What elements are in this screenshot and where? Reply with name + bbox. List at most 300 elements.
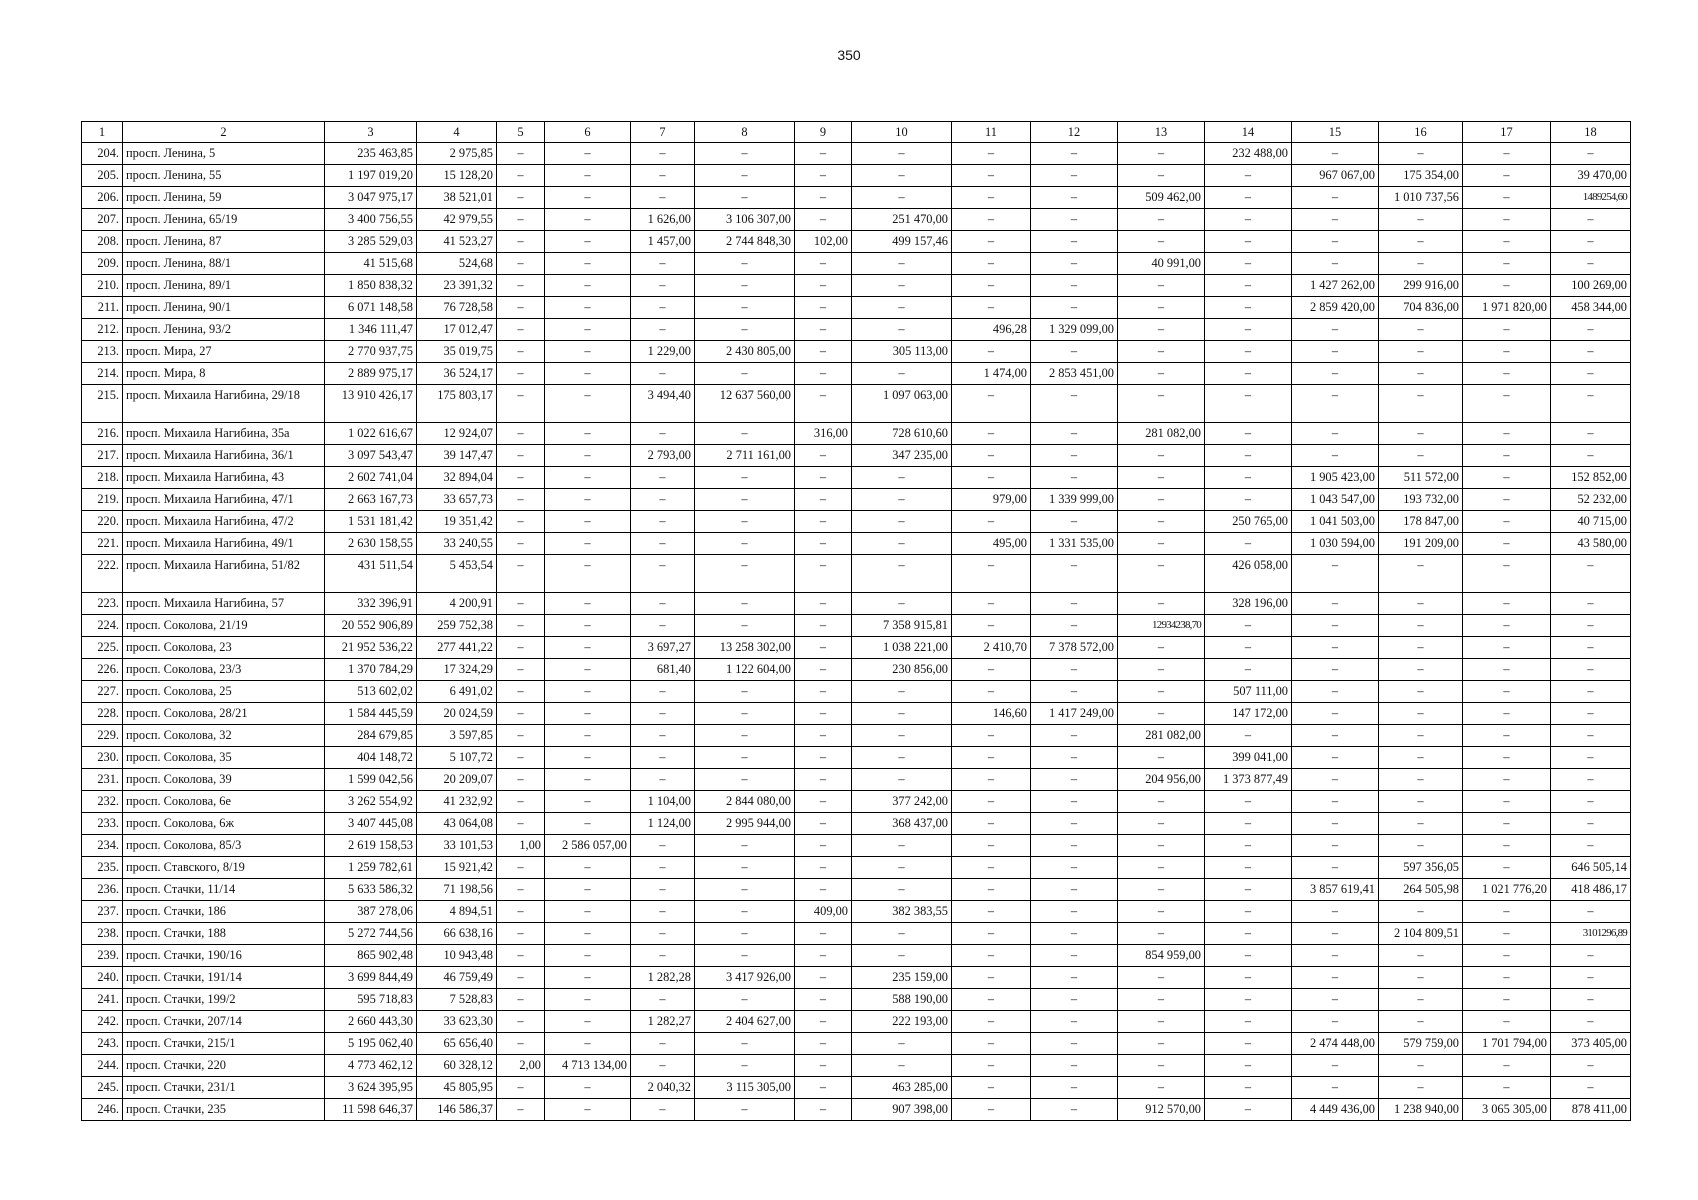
value-cell: –	[1205, 945, 1292, 967]
value-cell: 6 491,02	[417, 681, 497, 703]
column-header: 13	[1118, 122, 1205, 143]
value-cell: 499 157,46	[852, 231, 952, 253]
value-cell: 175 803,17	[417, 385, 497, 423]
value-cell: –	[497, 747, 545, 769]
value-cell: –	[1379, 703, 1463, 725]
value-cell: –	[1379, 791, 1463, 813]
address-cell: просп. Михаила Нагибина, 47/1	[123, 489, 325, 511]
value-cell: 1 329 099,00	[1031, 319, 1118, 341]
address-cell: просп. Соколова, 6ж	[123, 813, 325, 835]
value-cell: –	[1031, 593, 1118, 615]
value-cell: –	[497, 791, 545, 813]
value-cell: –	[1031, 385, 1118, 423]
table-row	[82, 593, 1631, 615]
value-cell: –	[1379, 555, 1463, 593]
value-cell: –	[631, 143, 695, 165]
row-number-cell: 216.	[82, 423, 123, 445]
value-cell: –	[1205, 637, 1292, 659]
table-row	[82, 703, 1631, 725]
value-cell: 76 728,58	[417, 297, 497, 319]
value-cell: –	[695, 1055, 795, 1077]
value-cell: –	[1463, 989, 1551, 1011]
value-cell: 20 209,07	[417, 769, 497, 791]
column-header: 4	[417, 122, 497, 143]
value-cell: –	[1205, 423, 1292, 445]
value-cell: –	[1205, 253, 1292, 275]
value-cell: –	[545, 423, 631, 445]
value-cell: 1 259 782,61	[325, 857, 417, 879]
value-cell: –	[1205, 615, 1292, 637]
value-cell: –	[795, 659, 852, 681]
value-cell: –	[1551, 209, 1631, 231]
value-cell: 2 744 848,30	[695, 231, 795, 253]
value-cell: –	[1463, 681, 1551, 703]
value-cell: –	[952, 445, 1031, 467]
value-cell: –	[1463, 533, 1551, 555]
address-cell: просп. Ленина, 88/1	[123, 253, 325, 275]
value-cell: –	[1551, 363, 1631, 385]
value-cell: 2 586 057,00	[545, 835, 631, 857]
value-cell: 299 916,00	[1379, 275, 1463, 297]
value-cell: –	[497, 187, 545, 209]
address-cell: просп. Мира, 8	[123, 363, 325, 385]
value-cell: –	[695, 615, 795, 637]
value-cell: –	[1031, 187, 1118, 209]
value-cell: 232 488,00	[1205, 143, 1292, 165]
value-cell: –	[1118, 489, 1205, 511]
address-cell: просп. Ленина, 87	[123, 231, 325, 253]
table-row	[82, 791, 1631, 813]
value-cell: –	[795, 835, 852, 857]
value-cell: –	[1379, 813, 1463, 835]
value-cell: –	[1379, 385, 1463, 423]
value-cell: –	[497, 659, 545, 681]
value-cell: 595 718,83	[325, 989, 417, 1011]
value-cell: –	[1463, 511, 1551, 533]
value-cell: –	[1205, 1099, 1292, 1121]
value-cell: –	[1463, 187, 1551, 209]
value-cell: –	[631, 489, 695, 511]
value-cell: 513 602,02	[325, 681, 417, 703]
value-cell: –	[545, 385, 631, 423]
table-row	[82, 813, 1631, 835]
value-cell: –	[852, 923, 952, 945]
value-cell: –	[631, 511, 695, 533]
value-cell: –	[497, 253, 545, 275]
value-cell: –	[952, 725, 1031, 747]
value-cell: –	[1292, 989, 1379, 1011]
value-cell: –	[1118, 1011, 1205, 1033]
value-cell: 41 232,92	[417, 791, 497, 813]
table-row	[82, 923, 1631, 945]
value-cell: –	[695, 923, 795, 945]
value-cell: –	[795, 681, 852, 703]
value-cell: 39 147,47	[417, 445, 497, 467]
value-cell: –	[631, 945, 695, 967]
value-cell: –	[631, 857, 695, 879]
address-cell: просп. Ленина, 90/1	[123, 297, 325, 319]
address-cell: просп. Ленина, 65/19	[123, 209, 325, 231]
value-cell: –	[631, 593, 695, 615]
address-cell: просп. Михаила Нагибина, 29/18	[123, 385, 325, 423]
value-cell: 2 410,70	[952, 637, 1031, 659]
value-cell: –	[1031, 659, 1118, 681]
table-row	[82, 165, 1631, 187]
value-cell: –	[852, 857, 952, 879]
value-cell: –	[1292, 901, 1379, 923]
value-cell: –	[1551, 231, 1631, 253]
value-cell: –	[852, 703, 952, 725]
table-row	[82, 467, 1631, 489]
value-cell: –	[497, 901, 545, 923]
value-cell: –	[1379, 341, 1463, 363]
value-cell: –	[1031, 769, 1118, 791]
value-cell: –	[545, 533, 631, 555]
value-cell: –	[1031, 467, 1118, 489]
table-row	[82, 747, 1631, 769]
value-cell: –	[545, 967, 631, 989]
value-cell: –	[952, 1011, 1031, 1033]
value-cell: –	[695, 681, 795, 703]
value-cell: 1 531 181,42	[325, 511, 417, 533]
value-cell: –	[545, 615, 631, 637]
value-cell: 2 975,85	[417, 143, 497, 165]
value-cell: –	[1551, 341, 1631, 363]
value-cell: –	[1292, 593, 1379, 615]
value-cell: –	[631, 901, 695, 923]
value-cell: –	[1463, 275, 1551, 297]
value-cell: –	[631, 297, 695, 319]
row-number-cell: 204.	[82, 143, 123, 165]
value-cell: –	[952, 923, 1031, 945]
value-cell: 12 637 560,00	[695, 385, 795, 423]
value-cell: 2 040,32	[631, 1077, 695, 1099]
value-cell: –	[952, 659, 1031, 681]
value-cell: –	[1379, 769, 1463, 791]
value-cell: –	[1463, 165, 1551, 187]
value-cell: –	[631, 533, 695, 555]
table-row	[82, 187, 1631, 209]
value-cell: –	[795, 637, 852, 659]
value-cell: 495,00	[952, 533, 1031, 555]
value-cell: 45 805,95	[417, 1077, 497, 1099]
table-row	[82, 1011, 1631, 1033]
value-cell: –	[1031, 989, 1118, 1011]
value-cell: –	[795, 1099, 852, 1121]
value-cell: –	[1379, 989, 1463, 1011]
value-cell: –	[1379, 681, 1463, 703]
row-number-cell: 206.	[82, 187, 123, 209]
value-cell: –	[497, 923, 545, 945]
address-cell: просп. Соколова, 28/21	[123, 703, 325, 725]
value-cell: –	[852, 275, 952, 297]
value-cell: –	[852, 1033, 952, 1055]
value-cell: –	[952, 747, 1031, 769]
value-cell: 387 278,06	[325, 901, 417, 923]
value-cell: –	[545, 813, 631, 835]
value-cell: –	[545, 703, 631, 725]
value-cell: –	[1205, 989, 1292, 1011]
value-cell: 39 470,00	[1551, 165, 1631, 187]
value-cell: –	[497, 1011, 545, 1033]
value-cell: 4 200,91	[417, 593, 497, 615]
table-row	[82, 363, 1631, 385]
value-cell: –	[1379, 1011, 1463, 1033]
value-cell: –	[1379, 253, 1463, 275]
value-cell: –	[1379, 835, 1463, 857]
value-cell: –	[852, 511, 952, 533]
value-cell: 332 396,91	[325, 593, 417, 615]
value-cell: 41 523,27	[417, 231, 497, 253]
value-cell: 20 024,59	[417, 703, 497, 725]
value-cell: –	[1292, 967, 1379, 989]
value-cell: –	[1463, 445, 1551, 467]
value-cell: 5 453,54	[417, 555, 497, 593]
value-cell: –	[1379, 1055, 1463, 1077]
value-cell: 3 417 926,00	[695, 967, 795, 989]
value-cell: –	[1118, 967, 1205, 989]
value-cell: 3 697,27	[631, 637, 695, 659]
value-cell: –	[1118, 209, 1205, 231]
value-cell: 60 328,12	[417, 1055, 497, 1077]
value-cell: 3 699 844,49	[325, 967, 417, 989]
value-cell: 3 597,85	[417, 725, 497, 747]
value-cell: –	[852, 681, 952, 703]
address-cell: просп. Ленина, 93/2	[123, 319, 325, 341]
value-cell: 33 623,30	[417, 1011, 497, 1033]
value-cell: –	[1379, 445, 1463, 467]
column-header: 15	[1292, 122, 1379, 143]
table-row	[82, 511, 1631, 533]
value-cell: 19 351,42	[417, 511, 497, 533]
value-cell: –	[631, 879, 695, 901]
value-cell: 3 097 543,47	[325, 445, 417, 467]
value-cell: –	[952, 1099, 1031, 1121]
value-cell: –	[497, 341, 545, 363]
value-cell: 235 463,85	[325, 143, 417, 165]
value-cell: –	[545, 659, 631, 681]
value-cell: –	[1463, 467, 1551, 489]
value-cell: –	[1205, 835, 1292, 857]
value-cell: –	[795, 1055, 852, 1077]
value-cell: 33 657,73	[417, 489, 497, 511]
value-cell: 21 952 536,22	[325, 637, 417, 659]
value-cell: 431 511,54	[325, 555, 417, 593]
value-cell: –	[952, 209, 1031, 231]
value-cell: 1 030 594,00	[1292, 533, 1379, 555]
address-cell: просп. Стачки, 207/14	[123, 1011, 325, 1033]
value-cell: 204 956,00	[1118, 769, 1205, 791]
value-cell: 1 339 999,00	[1031, 489, 1118, 511]
value-cell: –	[1463, 659, 1551, 681]
value-cell: 2 995 944,00	[695, 813, 795, 835]
value-cell: 2,00	[497, 1055, 545, 1077]
address-cell: просп. Ленина, 59	[123, 187, 325, 209]
value-cell: –	[952, 341, 1031, 363]
value-cell: –	[631, 165, 695, 187]
value-cell: –	[1463, 791, 1551, 813]
row-number-cell: 222.	[82, 555, 123, 593]
address-cell: просп. Михаила Нагибина, 57	[123, 593, 325, 615]
value-cell: –	[1551, 253, 1631, 275]
value-cell: –	[795, 533, 852, 555]
value-cell: 43 580,00	[1551, 533, 1631, 555]
value-cell: –	[497, 467, 545, 489]
value-cell: –	[1551, 385, 1631, 423]
value-cell: 1 373 877,49	[1205, 769, 1292, 791]
value-cell: –	[852, 747, 952, 769]
address-cell: просп. Стачки, 231/1	[123, 1077, 325, 1099]
value-cell: –	[695, 533, 795, 555]
value-cell: –	[1031, 791, 1118, 813]
value-cell: 3 065 305,00	[1463, 1099, 1551, 1121]
value-cell: –	[1292, 791, 1379, 813]
value-cell: –	[695, 1099, 795, 1121]
value-cell: –	[545, 253, 631, 275]
table-row	[82, 1055, 1631, 1077]
value-cell: 1 584 445,59	[325, 703, 417, 725]
value-cell: –	[1463, 615, 1551, 637]
column-header: 12	[1031, 122, 1118, 143]
value-cell: 646 505,14	[1551, 857, 1631, 879]
value-cell: 2 793,00	[631, 445, 695, 467]
value-cell: –	[952, 769, 1031, 791]
value-cell: –	[545, 445, 631, 467]
value-cell: 1 022 616,67	[325, 423, 417, 445]
value-cell: –	[1551, 445, 1631, 467]
value-cell: –	[1031, 879, 1118, 901]
value-cell: 1 041 503,00	[1292, 511, 1379, 533]
row-number-cell: 244.	[82, 1055, 123, 1077]
value-cell: –	[1551, 769, 1631, 791]
value-cell: –	[1379, 319, 1463, 341]
row-number-cell: 217.	[82, 445, 123, 467]
value-cell: –	[795, 253, 852, 275]
value-cell: –	[852, 593, 952, 615]
value-cell: –	[952, 187, 1031, 209]
value-cell: –	[1292, 1011, 1379, 1033]
value-cell: 1,00	[497, 835, 545, 857]
row-number-cell: 205.	[82, 165, 123, 187]
value-cell: –	[497, 725, 545, 747]
value-cell: 5 195 062,40	[325, 1033, 417, 1055]
value-cell: –	[1463, 703, 1551, 725]
value-cell: –	[1379, 725, 1463, 747]
value-cell: –	[952, 1033, 1031, 1055]
value-cell: –	[1205, 857, 1292, 879]
row-number-cell: 231.	[82, 769, 123, 791]
value-cell: –	[1205, 489, 1292, 511]
value-cell: –	[1118, 593, 1205, 615]
value-cell: –	[545, 879, 631, 901]
value-cell: –	[497, 209, 545, 231]
value-cell: –	[1031, 835, 1118, 857]
value-cell: –	[1205, 1055, 1292, 1077]
value-cell: –	[695, 857, 795, 879]
value-cell: –	[1379, 209, 1463, 231]
value-cell: –	[695, 747, 795, 769]
value-cell: –	[545, 165, 631, 187]
value-cell: –	[1463, 967, 1551, 989]
value-cell: –	[852, 187, 952, 209]
value-cell: 13 910 426,17	[325, 385, 417, 423]
value-cell: –	[1463, 813, 1551, 835]
value-cell: –	[695, 703, 795, 725]
column-header: 2	[123, 122, 325, 143]
value-cell: –	[497, 555, 545, 593]
value-cell: 42 979,55	[417, 209, 497, 231]
value-cell: –	[952, 945, 1031, 967]
value-cell: –	[952, 989, 1031, 1011]
value-cell: –	[497, 297, 545, 319]
value-cell: –	[497, 989, 545, 1011]
value-cell: 1 599 042,56	[325, 769, 417, 791]
value-cell: –	[695, 945, 795, 967]
value-cell: –	[497, 945, 545, 967]
value-cell: –	[545, 1011, 631, 1033]
value-cell: 1 021 776,20	[1463, 879, 1551, 901]
value-cell: –	[695, 725, 795, 747]
data-table	[81, 121, 1631, 1121]
value-cell: 1 626,00	[631, 209, 695, 231]
value-cell: –	[695, 835, 795, 857]
value-cell: –	[1379, 659, 1463, 681]
value-cell: –	[1205, 165, 1292, 187]
value-cell: –	[1031, 341, 1118, 363]
value-cell: –	[1463, 385, 1551, 423]
value-cell: 178 847,00	[1379, 511, 1463, 533]
value-cell: 3 857 619,41	[1292, 879, 1379, 901]
value-cell: –	[795, 945, 852, 967]
value-cell: 979,00	[952, 489, 1031, 511]
row-number-cell: 226.	[82, 659, 123, 681]
row-number-cell: 227.	[82, 681, 123, 703]
value-cell: –	[1205, 467, 1292, 489]
row-number-cell: 243.	[82, 1033, 123, 1055]
row-number-cell: 223.	[82, 593, 123, 615]
value-cell: –	[1551, 1077, 1631, 1099]
address-cell: просп. Михаила Нагибина, 43	[123, 467, 325, 489]
value-cell: –	[695, 769, 795, 791]
value-cell: –	[1205, 901, 1292, 923]
column-header: 9	[795, 122, 852, 143]
value-cell: –	[1463, 1055, 1551, 1077]
value-cell: –	[1118, 1033, 1205, 1055]
value-cell: –	[1205, 1077, 1292, 1099]
value-cell: –	[631, 703, 695, 725]
value-cell: 2 663 167,73	[325, 489, 417, 511]
value-cell: –	[497, 857, 545, 879]
row-number-cell: 234.	[82, 835, 123, 857]
value-cell: –	[1205, 297, 1292, 319]
table-row	[82, 879, 1631, 901]
value-cell: –	[952, 813, 1031, 835]
value-cell: 463 285,00	[852, 1077, 952, 1099]
value-cell: –	[1031, 901, 1118, 923]
value-cell: –	[497, 615, 545, 637]
value-cell: –	[1118, 989, 1205, 1011]
value-cell: –	[1379, 747, 1463, 769]
value-cell: 1 282,28	[631, 967, 695, 989]
value-cell: –	[952, 967, 1031, 989]
table-row	[82, 967, 1631, 989]
table-row	[82, 533, 1631, 555]
value-cell: –	[852, 143, 952, 165]
value-cell: 3 494,40	[631, 385, 695, 423]
address-cell: просп. Стачки, 190/16	[123, 945, 325, 967]
value-cell: –	[1205, 385, 1292, 423]
value-cell: –	[545, 857, 631, 879]
